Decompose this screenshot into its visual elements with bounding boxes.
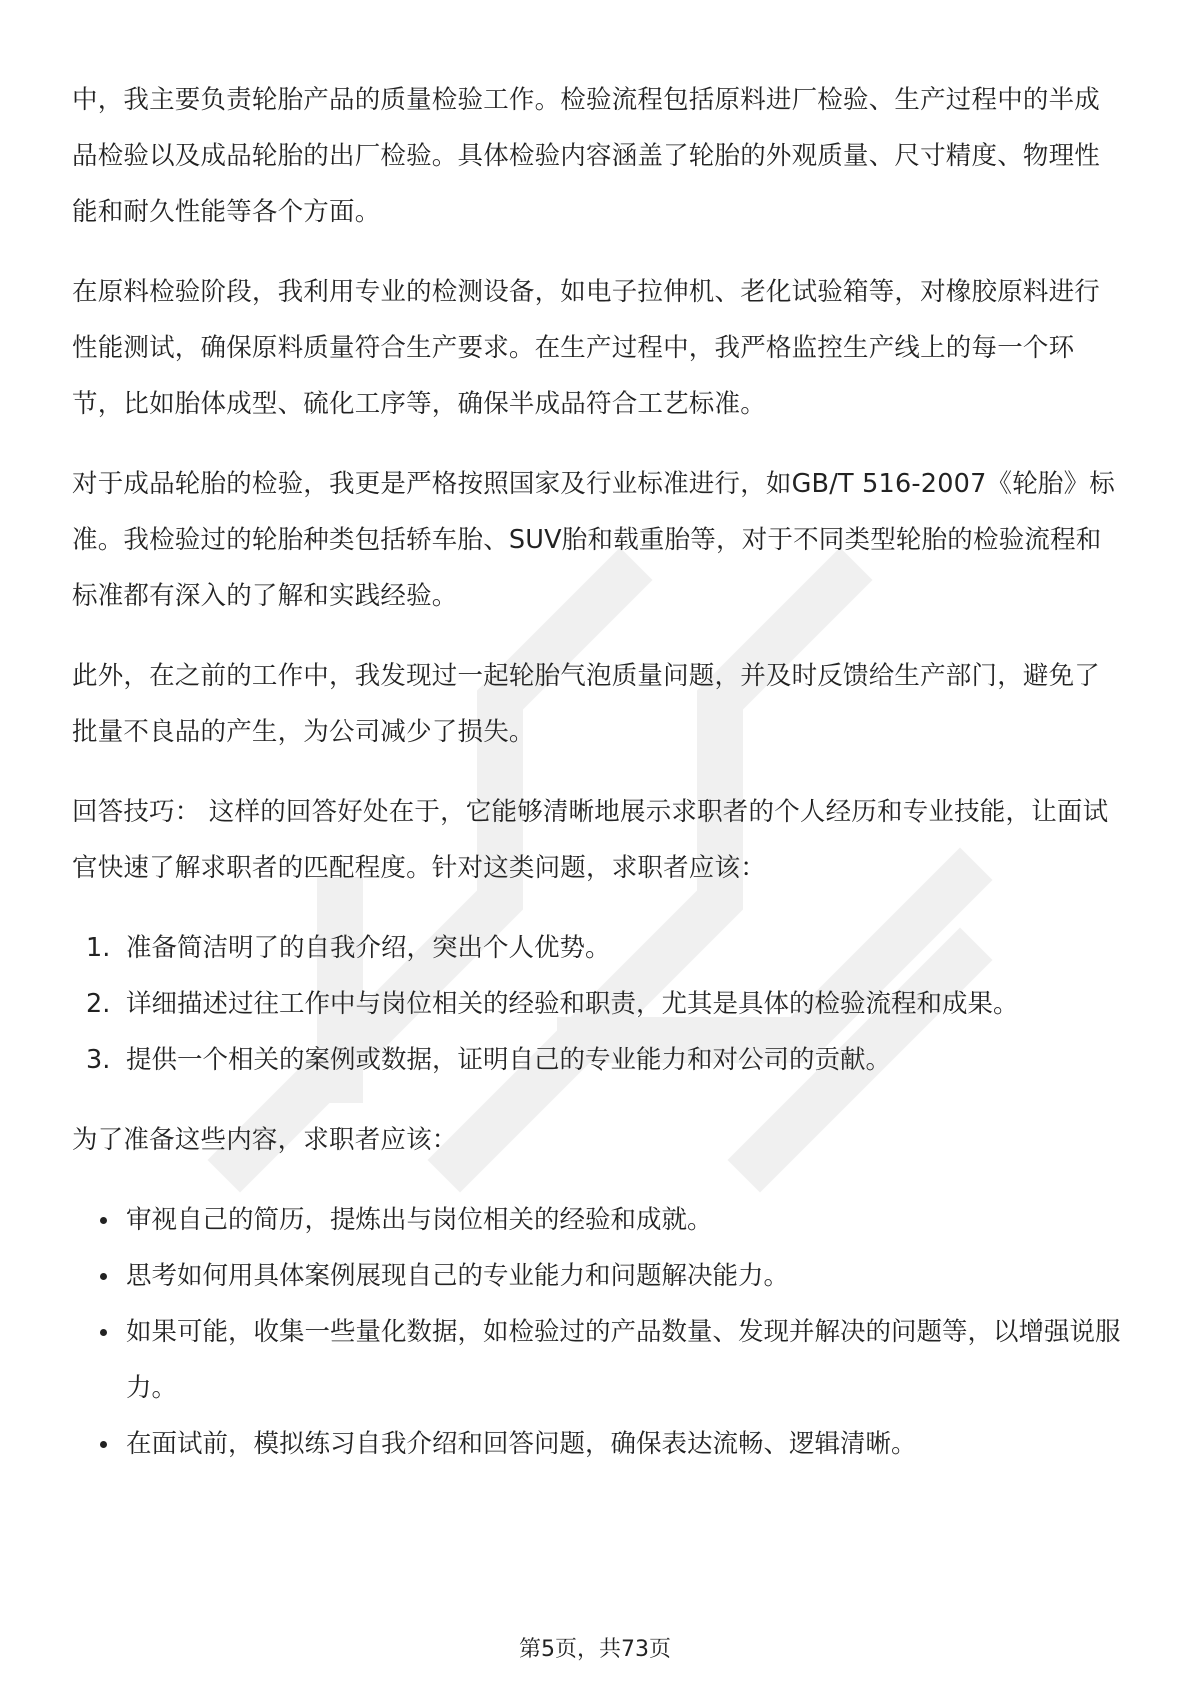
paragraph-issue-found: 此外，在之前的工作中，我发现过一起轮胎气泡质量问题，并及时反馈给生产部门，避免了批量不良品的产生，为公司减少了损失。 (72, 661, 1101, 747)
bullet-list (72, 1192, 1122, 1472)
list-number: 2. (86, 989, 111, 1019)
bullet-icon (100, 1329, 107, 1336)
list-item (72, 976, 1122, 1032)
list-item (72, 1416, 1122, 1472)
paragraph-answer-tips: 回答技巧： 这样的回答好处在于，它能够清晰地展示求职者的个人经历和专业技能，让面试官快速了解求职者的匹配程度。针对这类问题，求职者应该： (72, 797, 1109, 883)
bullet-icon (100, 1273, 107, 1280)
paragraph-job-intro: 中，我主要负责轮胎产品的质量检验工作。检验流程包括原料进厂检验、生产过程中的半成品检验以及成品轮胎的出厂检验。具体检验内容涵盖了轮胎的外观质量、尺寸精度、物理性能和耐久性能等各个方面。 (72, 85, 1101, 227)
list-item-text: 审视自己的简历，提炼出与岗位相关的经验和成就。 (126, 1205, 713, 1235)
list-item-text: 在面试前，模拟练习自我介绍和回答问题，确保表达流畅、逻辑清晰。 (126, 1429, 917, 1459)
list-item-text: 准备简洁明了的自我介绍，突出个人优势。 (126, 933, 611, 963)
list-item (72, 1304, 1122, 1416)
list-item (72, 1248, 1122, 1304)
paragraph-prep-intro: 为了准备这些内容，求职者应该： (72, 1125, 458, 1155)
page-number-footer: 第5页，共73页 (519, 1637, 671, 1662)
paragraph-raw-material-inspection: 在原料检验阶段，我利用专业的检测设备，如电子拉伸机、老化试验箱等，对橡胶原料进行性能测试，确保原料质量符合生产要求。在生产过程中，我严格监控生产线上的每一个环节，比如胎体成型、硫化工序等，确保半成品符合工艺标准。 (72, 277, 1101, 419)
main-content (72, 72, 1122, 1472)
list-item (72, 1192, 1122, 1248)
numbered-list (72, 920, 1122, 1088)
list-item-text: 提供一个相关的案例或数据，证明自己的专业能力和对公司的贡献。 (126, 1045, 892, 1075)
paragraph-finished-tire-inspection: 对于成品轮胎的检验，我更是严格按照国家及行业标准进行，如GB/T 516-2007《轮胎》标准。我检验过的轮胎种类包括轿车胎、SUV胎和载重胎等，对于不同类型轮胎的检验流程和标准都有深入的了解和实践经验。 (72, 469, 1115, 611)
list-number: 3. (86, 1045, 111, 1075)
list-item-text: 思考如何用具体案例展现自己的专业能力和问题解决能力。 (126, 1261, 790, 1291)
list-item-text: 详细描述过往工作中与岗位相关的经验和职责，尤其是具体的检验流程和成果。 (126, 989, 1019, 1019)
list-item-text: 如果可能，收集一些量化数据，如检验过的产品数量、发现并解决的问题等，以增强说服力。 (126, 1317, 1121, 1403)
list-item (72, 920, 1122, 976)
list-number: 1. (86, 933, 111, 963)
list-item (72, 1032, 1122, 1088)
bullet-icon (100, 1217, 107, 1224)
bullet-icon (100, 1441, 107, 1448)
